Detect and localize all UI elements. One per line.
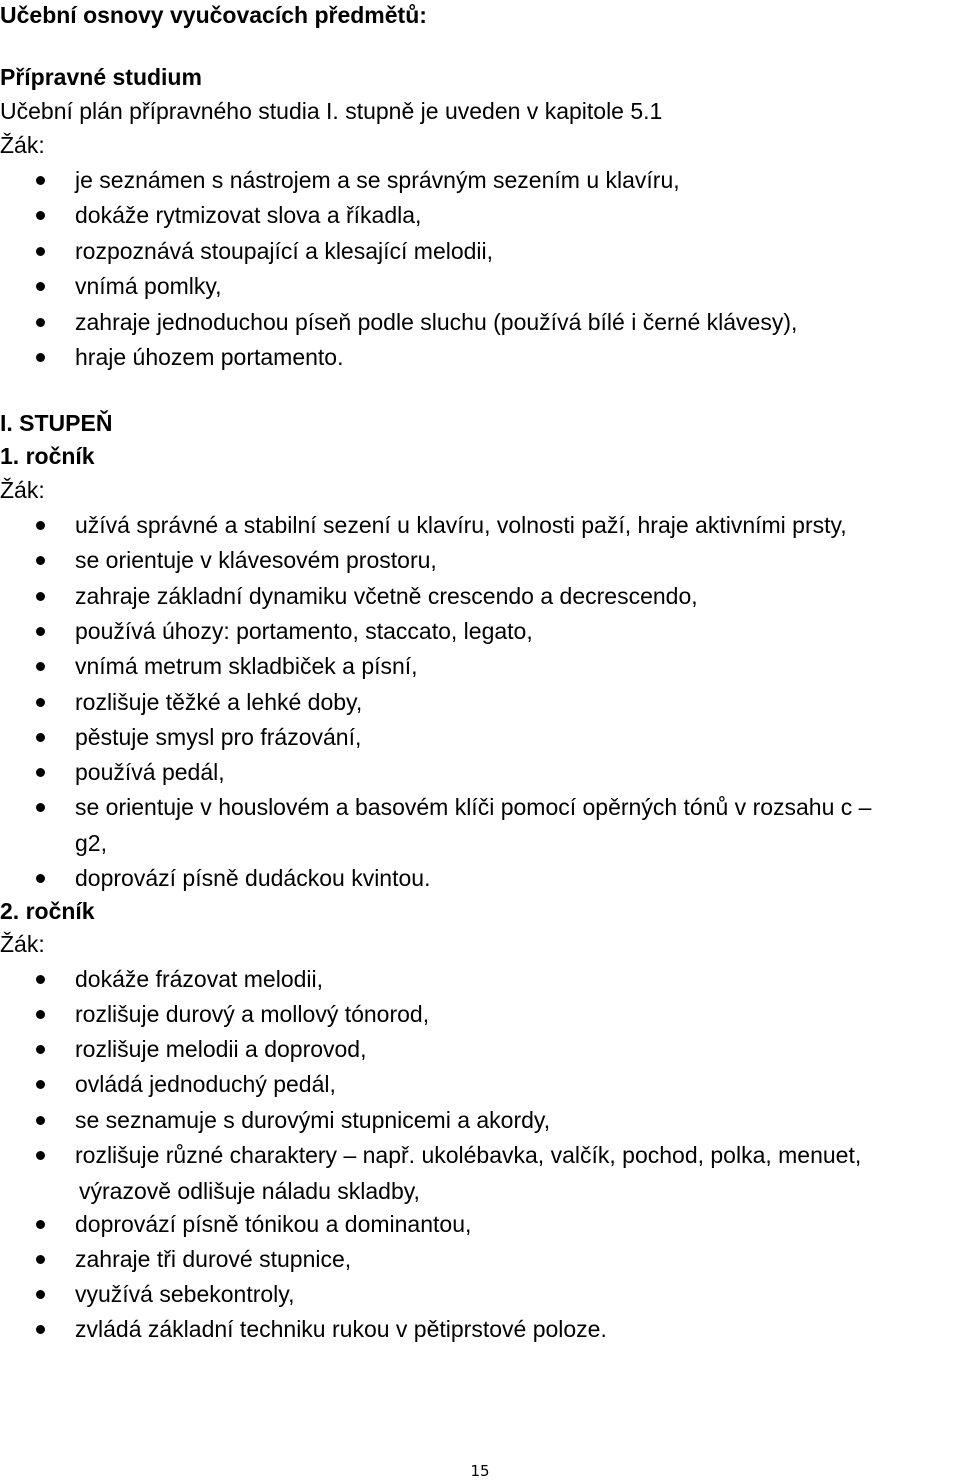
list-item-text: vnímá pomlky, [75,273,222,299]
bullet-icon [36,353,45,362]
list-item-text: doprovází písně tónikou a dominantou, [75,1211,472,1237]
bullet-icon [36,211,45,220]
list-item-text: ovládá jednoduchý pedál, [75,1071,336,1097]
list-item-text: dokáže rytmizovat slova a říkadla, [75,202,422,228]
bullet-icon [36,318,45,327]
bullet-icon [36,1255,45,1264]
list-item-text: užívá správné a stabilní sezení u klavíru, volnosti paží, hraje aktivními prsty, [75,512,847,538]
bullet-icon [36,592,45,601]
bullet-icon [36,698,45,707]
list-item-text: hraje úhozem portamento. [75,344,344,370]
list-item-text: využívá sebekontroly, [75,1281,295,1307]
grade1-pupil-label: Žák: [0,477,45,503]
list-item-text: rozlišuje těžké a lehké doby, [75,689,363,715]
bullet-icon [36,1220,45,1229]
list-item-text: se orientuje v klávesovém prostoru, [75,547,437,573]
list-item-text: zvládá základní techniku rukou v pětiprstové poloze. [75,1316,607,1342]
bullet-icon [36,1151,45,1160]
bullet-icon [36,662,45,671]
bullet-icon [36,1045,45,1054]
stage1-heading: I. STUPEŇ [0,410,113,436]
list-item-text: používá úhozy: portamento, staccato, legato, [75,618,533,644]
list-item-text: zahraje jednoduchou píseň podle sluchu (používá bílé i černé klávesy), [75,309,798,335]
prep-intro: Učební plán přípravného studia I. stupně je uveden v kapitole 5.1 [0,98,663,124]
list-item-text: doprovází písně dudáckou kvintou. [75,865,431,891]
bullet-icon [36,874,45,883]
bullet-icon [36,627,45,636]
list-item-text: rozlišuje melodii a doprovod, [75,1036,367,1062]
list-item-text: dokáže frázovat melodii, [75,966,324,992]
list-item-text: zahraje tři durové stupnice, [75,1246,352,1272]
bullet-icon [36,1116,45,1125]
grade2-heading: 2. ročník [0,898,95,924]
bullet-icon [36,521,45,530]
list-item-continuation: g2, [75,830,107,856]
list-item-text: je seznámen s nástrojem a se správným sezením u klavíru, [75,167,680,193]
prep-heading: Přípravné studium [0,64,202,90]
bullet-icon [36,768,45,777]
list-item-text: používá pedál, [75,759,225,785]
list-item-text: se orientuje v houslovém a basovém klíči pomocí opěrných tónů v rozsahu c – [75,794,872,820]
list-item-text: rozlišuje různé charaktery – např. ukolébavka, valčík, pochod, polka, menuet, [75,1142,862,1168]
bullet-icon [36,733,45,742]
list-item-text: se seznamuje s durovými stupnicemi a akordy, [75,1107,551,1133]
grade1-heading: 1. ročník [0,443,95,469]
bullet-icon [36,803,45,812]
bullet-icon [36,556,45,565]
bullet-icon [36,1290,45,1299]
bullet-icon [36,176,45,185]
bullet-icon [36,1010,45,1019]
bullet-icon [36,1325,45,1334]
bullet-icon [36,975,45,984]
prep-pupil-label: Žák: [0,132,45,158]
page-number: 15 [470,1462,490,1480]
list-item-text: rozpoznává stoupající a klesající melodii, [75,238,494,264]
grade2-pupil-label: Žák: [0,931,45,957]
list-item-text: pěstuje smysl pro frázování, [75,724,362,750]
list-item-text: vnímá metrum skladbiček a písní, [75,653,418,679]
bullet-icon [36,282,45,291]
page-title: Učební osnovy vyučovacích předmětů: [0,2,427,28]
bullet-icon [36,1080,45,1089]
list-item-text: rozlišuje durový a mollový tónorod, [75,1001,430,1027]
list-item-continuation: výrazově odlišuje náladu skladby, [79,1178,420,1204]
list-item-text: zahraje základní dynamiku včetně crescendo a decrescendo, [75,583,698,609]
bullet-icon [36,247,45,256]
